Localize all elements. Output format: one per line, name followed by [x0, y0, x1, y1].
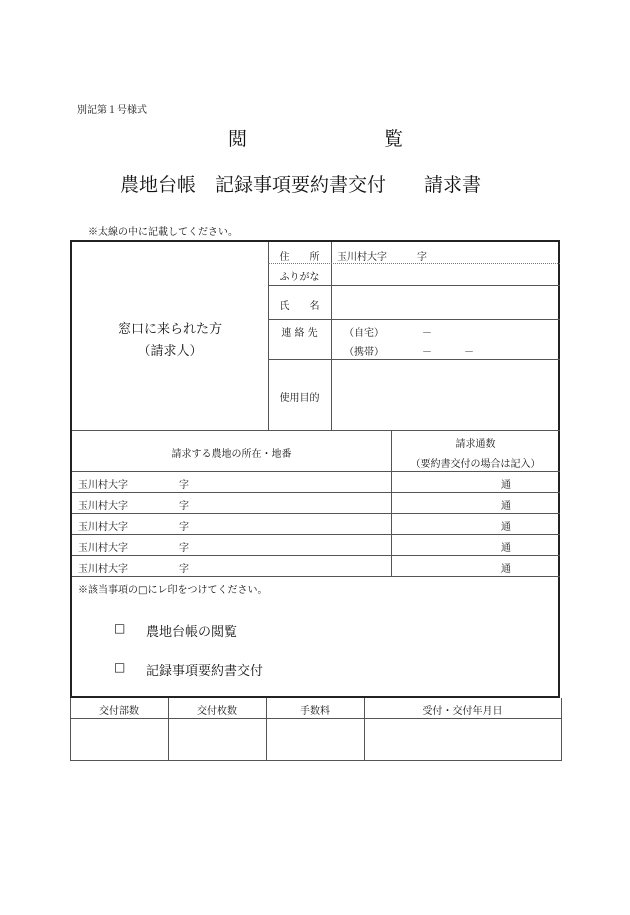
fee-header: 手数料 — [300, 706, 330, 717]
copy-count-subheader: （要約書交付の場合は記入） — [410, 459, 541, 470]
row-aza: 字 — [179, 501, 189, 512]
row-village: 玉川村大字 — [78, 522, 128, 533]
row-village: 玉川村大字 — [78, 501, 128, 512]
mobile-phone-label: （携帯） — [344, 347, 384, 358]
issue-pages-header: 交付枚数 — [197, 706, 237, 717]
row-unit: 通 — [501, 480, 511, 491]
title-ran: 覧 — [384, 128, 404, 150]
row-village: 玉川村大字 — [78, 480, 128, 491]
row-village: 玉川村大字 — [78, 543, 128, 554]
home-phone-dash: － — [422, 328, 432, 339]
applicant-label: 窓口に来られた方 — [117, 322, 222, 337]
option-summary-label: 記録事項要約書交付 — [146, 664, 264, 679]
name-label: 氏 名 — [279, 301, 320, 312]
row-aza: 字 — [179, 543, 189, 554]
row-aza: 字 — [179, 480, 189, 491]
row-aza: 字 — [179, 564, 189, 575]
copy-count-header: 請求通数 — [455, 439, 496, 450]
land-location-header: 請求する農地の所在・地番 — [171, 449, 292, 460]
furigana-label: ふりがな — [279, 272, 320, 283]
office-use-table — [70, 698, 562, 761]
row-unit: 通 — [501, 564, 511, 575]
applicant-sub-label: （請求人） — [137, 344, 203, 359]
contact-label: 連 絡 先 — [281, 328, 318, 339]
page-title: 農地台帳 記録事項要約書交付 請求書 — [120, 174, 482, 196]
checkbox-summary[interactable]: □ — [114, 660, 126, 674]
mobile-phone-dash-1: － — [422, 347, 432, 358]
address-field[interactable]: 玉川村大字 字 — [337, 252, 427, 263]
instruction-note: ※太線の中に記載してください。 — [88, 227, 238, 238]
mobile-phone-dash-2: － — [464, 347, 474, 358]
row-unit: 通 — [501, 543, 511, 554]
row-aza: 字 — [179, 522, 189, 533]
home-phone-label: （自宅） — [344, 328, 384, 339]
checkbox-etsuran[interactable]: □ — [114, 621, 126, 635]
row-unit: 通 — [501, 501, 511, 512]
application-form — [70, 240, 560, 698]
check-instruction: ※該当事項の□にレ印をつけてください。 — [78, 585, 268, 596]
option-etsuran-label: 農地台帳の閲覧 — [146, 625, 238, 640]
title-etsu: 閲 — [228, 128, 248, 150]
address-label: 住 所 — [279, 252, 320, 263]
purpose-label: 使用目的 — [279, 393, 320, 404]
row-village: 玉川村大字 — [78, 564, 128, 575]
receipt-date-header: 受付・交付年月日 — [422, 706, 503, 717]
issue-copies-header: 交付部数 — [99, 706, 139, 717]
form-number: 別記第１号様式 — [77, 105, 147, 116]
title-etsuran — [0, 124, 630, 150]
row-unit: 通 — [501, 522, 511, 533]
